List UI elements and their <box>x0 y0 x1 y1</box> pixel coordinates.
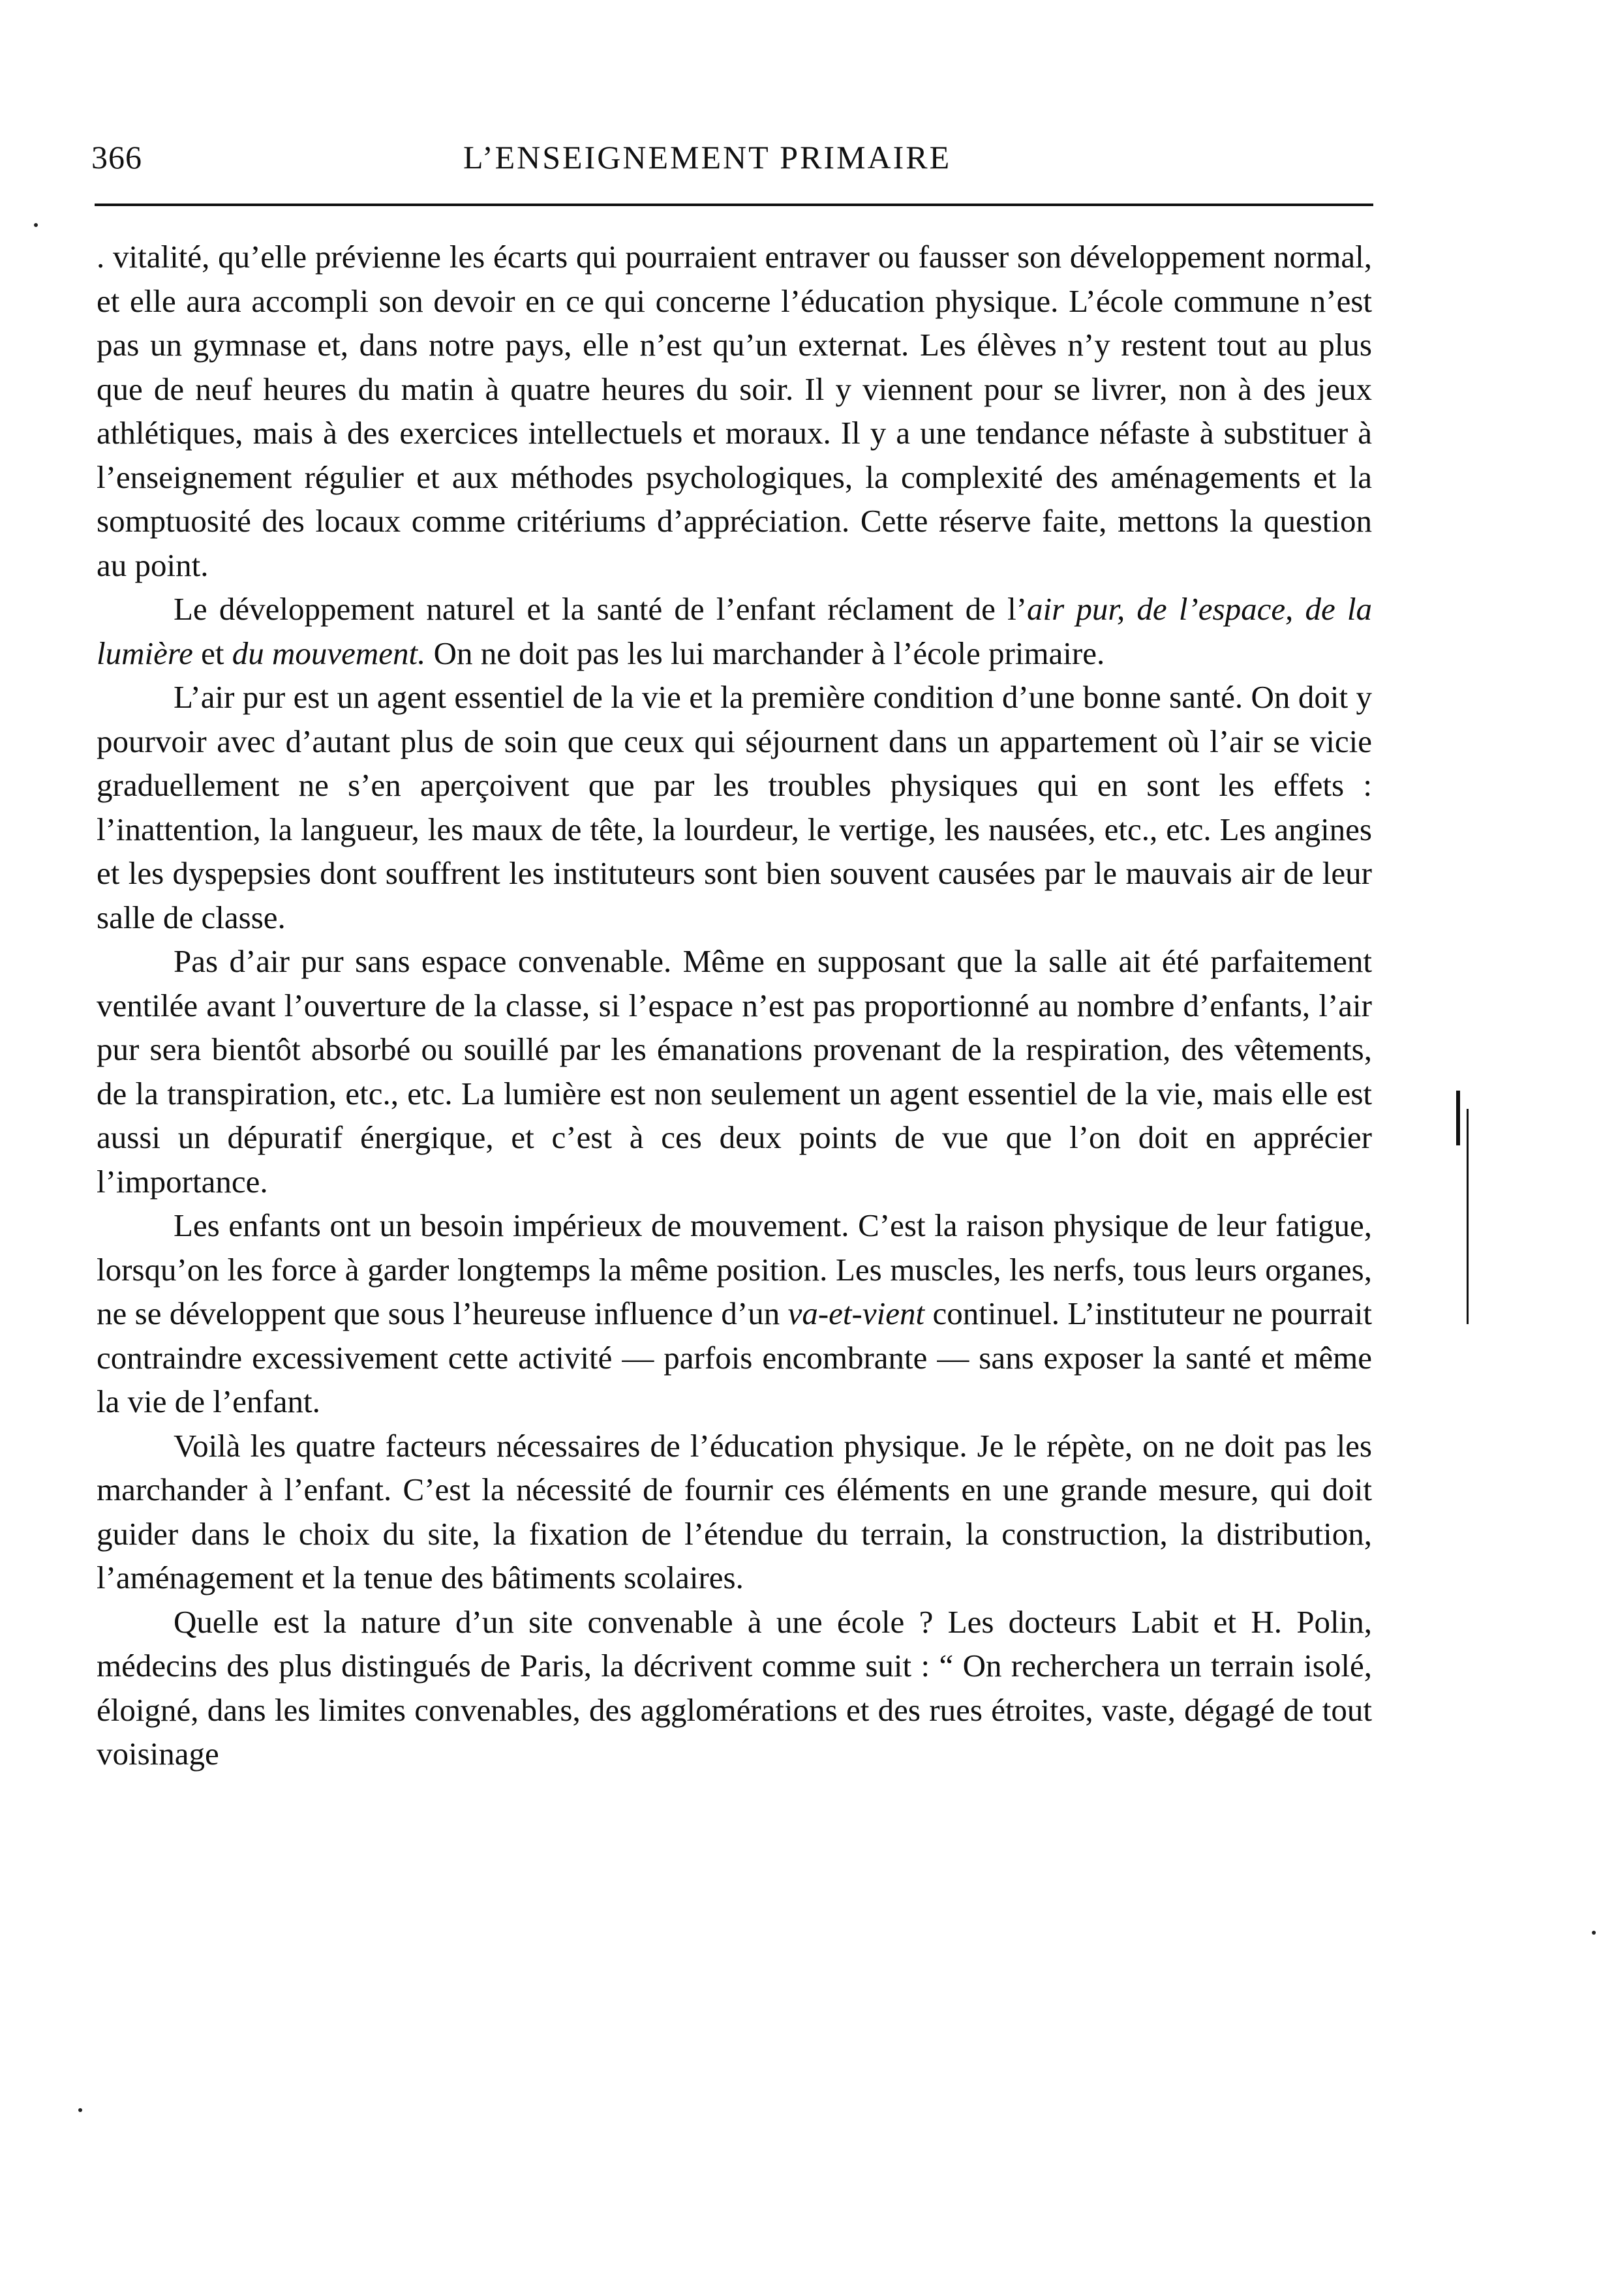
running-head <box>91 138 1370 184</box>
margin-line-mark <box>1467 1109 1469 1324</box>
body-text <box>97 235 1372 1776</box>
text-segment: Les enfants ont un besoin impérieux de mouvement. C’est la raison physique de leur fatigue, lorsqu’on les force à garder longtemps la même position. Les muscles, les nerfs, tous leurs organes, ne se développent que sous l’heureuse influence d’un <box>97 1207 1372 1331</box>
text-segment: On ne doit pas les lui marchander à l’école primaire. <box>425 635 1105 671</box>
paragraph-3 <box>97 675 1372 939</box>
margin-speck <box>1592 1931 1596 1935</box>
text-segment: Quelle est la nature d’un site convenable à une école ? Les docteurs Labit et H. Polin, médecins des plus distingués de Paris, la décrivent comme suit : “ On recherchera un terrain isolé, éloigné, dans les limites convenables, des agglomérations et des rues étroites, vaste, dégagé de tout voisinage <box>97 1603 1372 1772</box>
italic-segment: va-et-vient <box>787 1295 925 1331</box>
margin-speck <box>78 2108 82 2112</box>
italic-segment: du mouvement. <box>232 635 426 671</box>
paragraph-4 <box>97 939 1372 1203</box>
text-segment: . vitalité, qu’elle prévienne les écarts qui pourraient entraver ou fausser son développement normal, et elle aura accompli son devoir en ce qui concerne l’éducation physique. L’école commune n’est pas un gymnase et, dans notre pays, elle n’est qu’un externat. Les élèves n’y restent tout au plus que de neuf heures du matin à quatre heures du soir. Il y viennent pour se livrer, non à des jeux athlétiques, mais à des exercices intellectuels et moraux. Il y a une tendance néfaste à substituer à l’enseignement régulier et aux méthodes psychologiques, la complexité des aménagements et la somptuosité des locaux comme critériums d’appréciation. Cette réserve faite, mettons la question au point. <box>97 239 1372 583</box>
text-segment: et <box>192 635 232 671</box>
paragraph-2 <box>97 587 1372 675</box>
text-segment: L’air pur est un agent essentiel de la vie et la première condition d’une bonne santé. On doit y pourvoir avec d’autant plus de soin que ceux qui séjournent dans un appartement où l’air se vicie graduellement ne s’en aperçoivent que par les troubles physiques qui en sont les effets : l’inattention, la langueur, les maux de tête, la lourdeur, le vertige, les nausées, etc., etc. Les angines et les dyspepsies dont souffrent les instituteurs sont bien souvent causées par le mauvais air de leur salle de classe. <box>97 679 1372 935</box>
margin-speck <box>34 223 38 227</box>
header-rule <box>95 204 1373 206</box>
italic-segment: air pur, de l’espace, de la lumière <box>97 591 1372 671</box>
text-segment: Voilà les quatre facteurs nécessaires de l’éducation physique. Je le répète, on ne doit pas les marchander à l’enfant. C’est la nécessité de fournir ces éléments en une grande mesure, qui doit guider dans le choix du site, la fixation de l’étendue du terrain, la construction, la distribution, l’aménagement et la tenue des bâtiments scolaires. <box>97 1427 1372 1595</box>
page-number: 366 <box>91 139 142 175</box>
paragraph-7 <box>97 1600 1372 1776</box>
text-segment: continuel. L’instituteur ne pourrait contraindre excessivement cette activité — parfois encombrante — sans exposer la santé et même la vie de l’enfant. <box>97 1295 1372 1419</box>
paragraph-1 <box>97 235 1372 587</box>
text-segment: Pas d’air pur sans espace convenable. Même en supposant que la salle ait été parfaitement ventilée avant l’ouverture de la classe, si l’espace n’est pas proportionné au nombre d’enfants, l’air pur sera bientôt absorbé ou souillé par les émanations provenant de la respiration, des vêtements, de la transpiration, etc., etc. La lumière est non seulement un agent essentiel de la vie, mais elle est aussi un dépuratif énergique, et c’est à ces deux points de vue que l’on doit en apprécier l’importance. <box>97 943 1372 1200</box>
margin-line-mark <box>1456 1091 1460 1145</box>
paragraph-5 <box>97 1203 1372 1424</box>
text-segment: Le développement naturel et la santé de l’enfant réclament de l’ <box>174 591 1028 627</box>
paragraph-6 <box>97 1424 1372 1600</box>
running-title: L’ENSEIGNEMENT PRIMAIRE <box>463 139 952 175</box>
